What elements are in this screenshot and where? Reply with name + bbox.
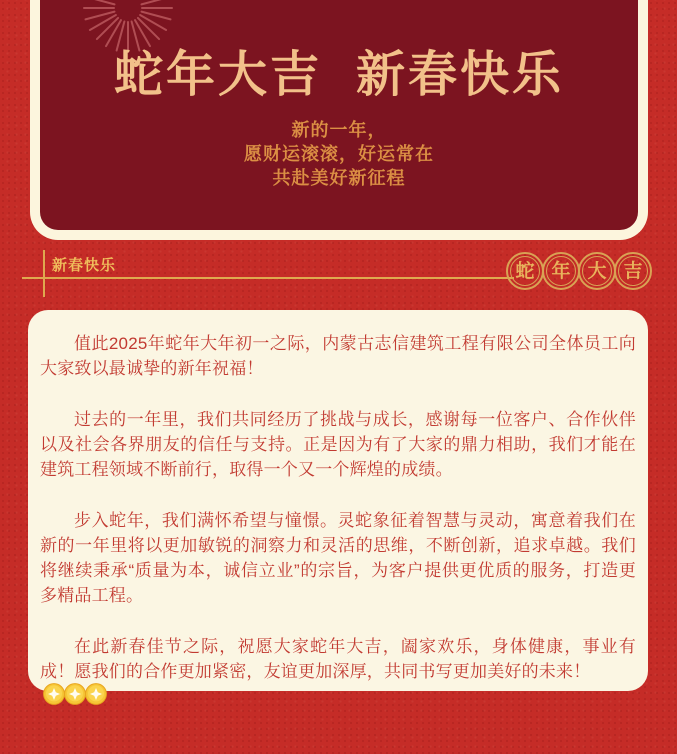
header-banner [30,0,648,240]
banner-subtitle-line: 新的一年， [291,120,387,140]
paragraph: 在此新春佳节之际，祝愿大家蛇年大吉，阖家欢乐，身体健康，事业有成！愿我们的合作更加紧密，友谊更加深厚，共同书写更加美好的未来！ [40,637,636,681]
badge-coin [506,252,544,290]
horizontal-divider [22,277,514,279]
badge-character: 大 [587,260,607,282]
badge-character: 年 [551,260,571,282]
vertical-divider [43,250,45,297]
banner-subtitle [40,118,638,190]
section-title: 新春快乐 [52,257,117,274]
badge-coin [542,252,580,290]
banner-subtitle-line: 愿财运滚滚，好运常在 [244,144,434,164]
sparkle-coin-icon [43,683,65,705]
badge-group [506,252,652,290]
banner-title [40,44,638,104]
badge-coin [614,252,652,290]
banner-title-left: 蛇年大吉 [113,45,322,103]
badge-character: 吉 [623,260,643,282]
banner-subtitle-line: 共赴美好新征程 [272,168,406,188]
badge-character: 蛇 [515,260,535,282]
banner-title-right: 新春快乐 [356,45,565,103]
paragraph: 过去的一年里，我们共同经历了挑战与成长，感谢每一位客户、合作伙伴以及社会各界朋友的信任与支持。正是因为有了大家的鼎力相助，我们才能在建筑工程领域不断前行，取得一个又一个辉煌的成绩。 [40,410,636,479]
paragraph: 值此2025年蛇年大年初一之际，内蒙古志信建筑工程有限公司全体员工向大家致以最诚挚的新年祝福！ [40,334,636,378]
coin-decoration-group [43,683,107,705]
paragraph: 步入蛇年，我们满怀希望与憧憬。灵蛇象征着智慧与灵动，寓意着我们在新的一年里将以更加敏锐的洞察力和灵活的思维，不断创新，追求卓越。我们将继续秉承“质量为本，诚信立业”的宗旨，为客户提供更优质的服务，打造更多精品工程。 [40,511,636,605]
greeting-card [28,310,648,691]
sparkle-coin-icon [64,683,86,705]
sparkle-coin-icon [85,683,107,705]
badge-coin [578,252,616,290]
